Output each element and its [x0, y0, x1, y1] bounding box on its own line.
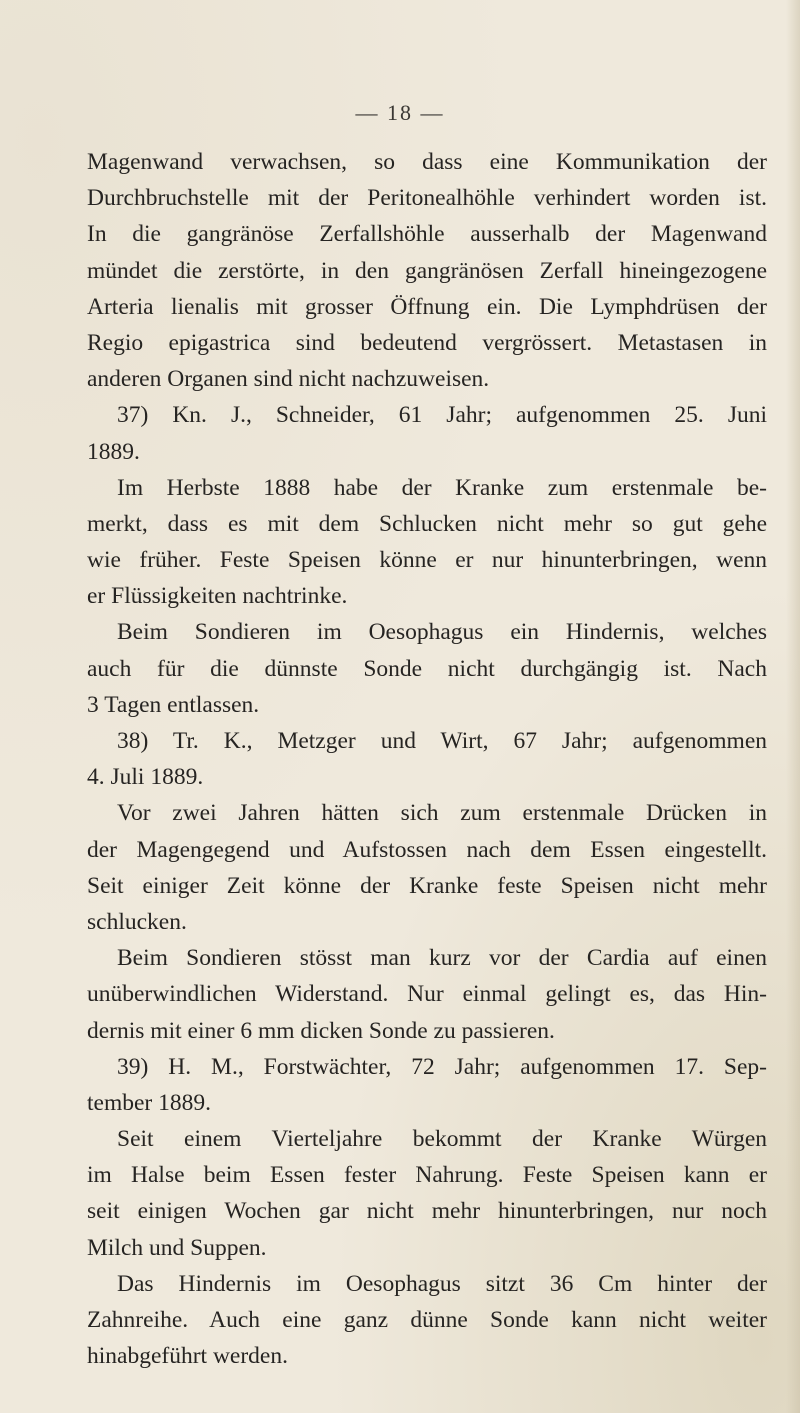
text-line: schlucken.	[87, 908, 187, 935]
text-line: Beim Sondieren stösst man kurz vor der Cardia auf einen	[117, 945, 767, 972]
text-line: hinabgeführt werden.	[87, 1343, 288, 1370]
text-line: In die gangränöse Zerfallshöhle ausserhalb der Magenwand	[87, 221, 767, 248]
text-line: Durchbruchstelle mit der Peritonealhöhle verhindert worden ist.	[87, 185, 767, 212]
text-line: 37) Kn. J., Schneider, 61 Jahr; aufgenommen 25. Juni	[117, 402, 767, 429]
text-line: wie früher. Feste Speisen könne er nur hinunterbringen, wenn	[87, 547, 767, 574]
text-line: anderen Organen sind nicht nachzuweisen.	[87, 366, 490, 393]
text-line: Milch und Suppen.	[87, 1234, 267, 1261]
text-line: 3 Tagen entlassen.	[87, 691, 260, 718]
text-line: Magenwand verwachsen, so dass eine Kommunikation der	[87, 149, 767, 175]
text-line: Zahnreihe. Auch eine ganz dünne Sonde kann nicht weiter	[87, 1307, 767, 1333]
text-line: 38) Tr. K., Metzger und Wirt, 67 Jahr; aufgenommen	[117, 728, 767, 754]
text-line: Vor zwei Jahren hätten sich zum erstenmale Drücken in	[117, 800, 767, 827]
text-line: mündet die zerstörte, in den gangränösen Zerfall hineingezogene	[87, 257, 767, 284]
text-line: Seit einiger Zeit könne der Kranke feste Speisen nicht mehr	[87, 872, 767, 899]
page-number: — 18 —	[355, 100, 445, 125]
text-line: im Halse beim Essen fester Nahrung. Feste Speisen kann er	[87, 1162, 767, 1189]
text-line: 39) H. M., Forstwächter, 72 Jahr; aufgenommen 17. Sep-	[117, 1053, 767, 1080]
scan-edge-shadow	[786, 0, 800, 1413]
text-line: Seit einem Vierteljahre bekommt der Kranke Würgen	[117, 1126, 767, 1153]
text-line: Im Herbste 1888 habe der Kranke zum erstenmale be-	[117, 474, 767, 501]
text-line: 4. Juli 1889.	[87, 764, 204, 791]
text-line: 1889.	[87, 438, 140, 465]
text-line: dernis mit einer 6 mm dicken Sonde zu passieren.	[87, 1017, 555, 1044]
text-line: er Flüssigkeiten nachtrinke.	[87, 583, 348, 610]
text-line: der Magengegend und Aufstossen nach dem Essen eingestellt.	[87, 836, 767, 863]
text-line: Beim Sondieren im Oesophagus ein Hindernis, welches	[117, 619, 767, 646]
text-line: tember 1889.	[87, 1089, 211, 1116]
document-body	[87, 144, 767, 1374]
text-line: Das Hindernis im Oesophagus sitzt 36 Cm hinter der	[117, 1270, 767, 1297]
text-line: Arteria lienalis mit grosser Öffnung ein. Die Lymphdrüsen der	[87, 293, 767, 320]
text-line: unüberwindlichen Widerstand. Nur einmal gelingt es, das Hin-	[87, 981, 767, 1008]
text-line: Regio epigastrica sind bedeutend vergrössert. Metastasen in	[87, 329, 767, 356]
text-line: auch für die dünnste Sonde nicht durchgängig ist. Nach	[87, 655, 767, 682]
text-line: merkt, dass es mit dem Schlucken nicht mehr so gut gehe	[87, 510, 767, 537]
text-line: seit einigen Wochen gar nicht mehr hinunterbringen, nur noch	[87, 1198, 767, 1225]
